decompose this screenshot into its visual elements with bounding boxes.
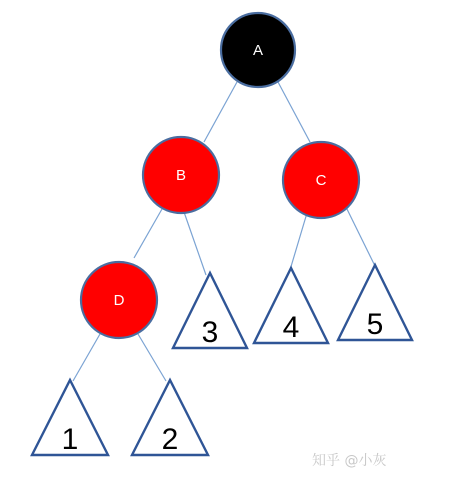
node-c-label: C [315,171,327,189]
watermark-text: 知乎 @小灰 [312,453,387,469]
edge-d-t1 [73,334,100,381]
node-a-label: A [252,41,264,59]
subtree-2 [132,380,208,456]
node-b-label: B [175,166,187,184]
edge-a-b [204,82,237,142]
edge-b-t3 [184,212,206,275]
edge-c-t4 [290,213,307,270]
node-d [81,262,157,338]
subtree-1 [32,380,108,456]
edge-c-t5 [345,205,375,266]
node-d-label: D [113,291,125,309]
subtree-4-label: 4 [282,311,300,344]
edge-d-t2 [138,334,166,381]
subtree-4 [254,268,328,344]
edge-b-d [134,209,162,258]
node-b [143,137,219,213]
subtree-3-label: 3 [201,316,219,349]
node-a [221,13,295,87]
edge-a-c [278,82,310,142]
subtree-3 [173,273,247,349]
subtree-5-label: 5 [366,308,384,341]
subtree-5 [338,265,412,341]
subtree-2-label: 2 [161,423,179,456]
subtree-1-label: 1 [61,423,79,456]
node-c [283,142,359,218]
